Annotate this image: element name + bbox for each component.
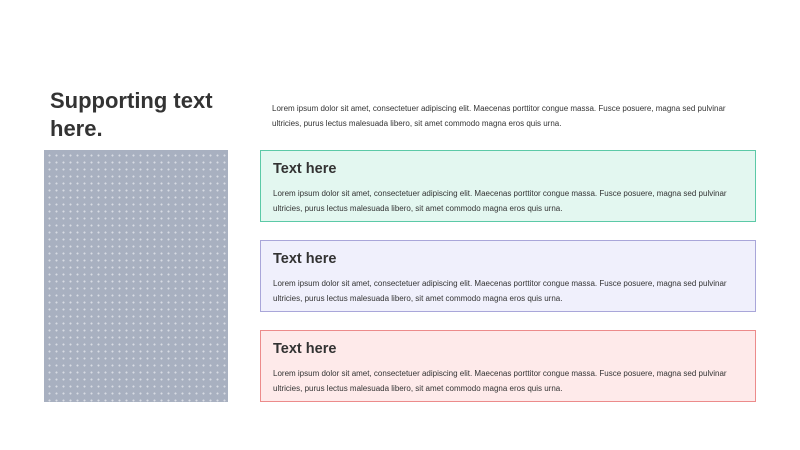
image-placeholder [44, 150, 228, 402]
card-title: Text here [273, 251, 337, 267]
intro-text: Lorem ipsum dolor sit amet, consectetuer adipiscing elit. Maecenas porttitor congue massa. Fusce posuere, magna sed pulvinar ultricies, purus lectus malesuada libero, sit amet commodo magna eros quis urna. [272, 104, 726, 128]
text-card-2 [260, 240, 756, 312]
card-title: Text here [273, 341, 337, 357]
card-title: Text here [273, 161, 337, 177]
card-body: Lorem ipsum dolor sit amet, consectetuer adipiscing elit. Maecenas porttitor congue massa. Fusce posuere, magna sed pulvinar ultricies, purus lectus malesuada libero, sit amet commodo magna eros quis urna. [273, 279, 727, 303]
text-card-3 [260, 330, 756, 402]
card-body: Lorem ipsum dolor sit amet, consectetuer adipiscing elit. Maecenas porttitor congue massa. Fusce posuere, magna sed pulvinar ultricies, purus lectus malesuada libero, sit amet commodo magna eros quis urna. [273, 189, 727, 213]
card-body: Lorem ipsum dolor sit amet, consectetuer adipiscing elit. Maecenas porttitor congue massa. Fusce posuere, magna sed pulvinar ultricies, purus lectus malesuada libero, sit amet commodo magna eros quis urna. [273, 369, 727, 393]
page-heading: Supporting text here. [50, 88, 213, 141]
text-card-1 [260, 150, 756, 222]
